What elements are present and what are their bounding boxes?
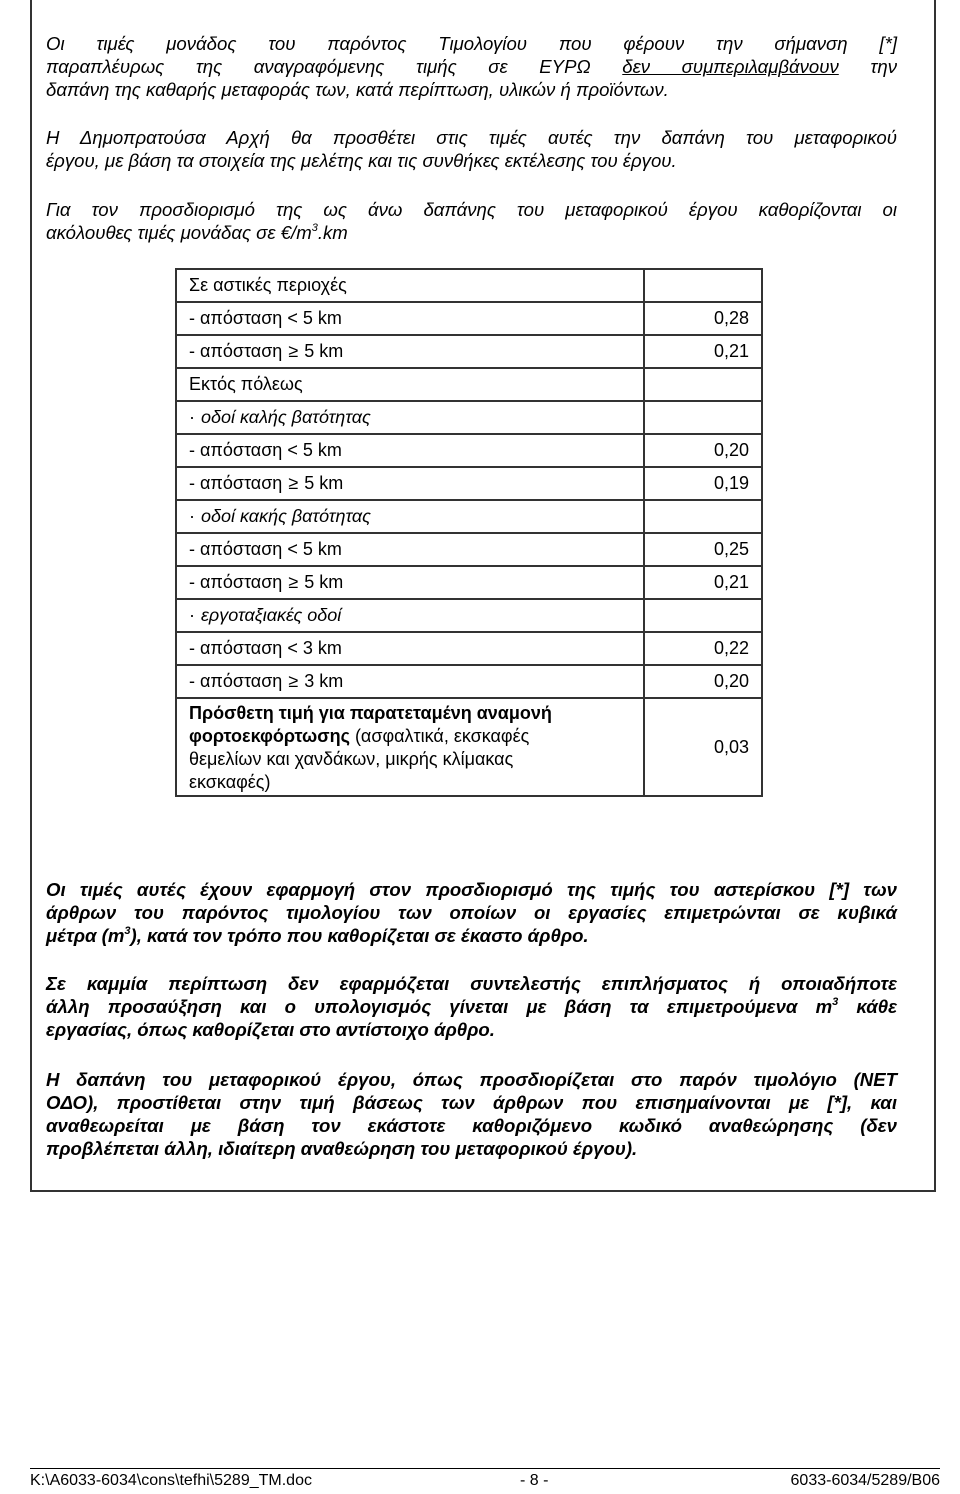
text-line: Οι τιμές αυτές έχουν εφαρμογή στον προσδιορισμό της τιμής του αστερίσκου [*] των xyxy=(46,879,897,900)
table-row xyxy=(176,335,762,368)
rate-value: 0,21 xyxy=(644,566,762,599)
note-paragraph-2 xyxy=(46,972,897,1041)
text-line: Η δαπάνη του μεταφορικού έργου, όπως προσδιορίζεται στο παρόν τιμολόγιο (ΝΕΤ xyxy=(46,1069,897,1090)
rate-value: 0,25 xyxy=(644,533,762,566)
rate-value: 0,03 xyxy=(644,698,762,796)
transport-rates-table xyxy=(175,268,763,797)
text-line: Για τον προσδιορισμό της ως άνω δαπάνης του μεταφορικού έργου καθορίζονται οι xyxy=(46,199,897,220)
distance-label: - απόσταση ≥ 5 km xyxy=(176,566,644,599)
bullet-icon: · xyxy=(189,605,195,625)
intro-paragraph-1 xyxy=(46,32,897,101)
distance-label: - απόσταση < 3 km xyxy=(176,632,644,665)
distance-label: - απόσταση < 5 km xyxy=(176,434,644,467)
footer-file-path: K:\A6033-6034\cons\tefhi\5289_TM.doc xyxy=(30,1472,312,1489)
text-line: Οι τιμές μονάδος του παρόντος Τιμολογίου που φέρουν την σήμανση [*] xyxy=(46,33,897,54)
urban-header-cell: Σε αστικές περιοχές xyxy=(176,269,644,302)
table-row xyxy=(176,599,762,632)
text-line: ακόλουθες τιμές μονάδας σε $€/m^3.km$ xyxy=(46,222,348,243)
rate-value: 0,21 xyxy=(644,335,762,368)
footer-document-code: 6033-6034/5289/B06 xyxy=(790,1472,940,1489)
empty-cell xyxy=(644,401,762,434)
text-line: άρθρων του παρόντος τιμολογίου των οποίων οι εργασίες επιμετρώνται σε κυβικά xyxy=(46,902,897,923)
rate-value: 0,22 xyxy=(644,632,762,665)
good-roads-header: · οδοί καλής βατότητας xyxy=(176,401,644,434)
note-paragraph-3 xyxy=(46,1068,897,1160)
bullet-icon: · xyxy=(189,506,195,526)
distance-label: - απόσταση ≥ 5 km xyxy=(176,467,644,500)
text-line: αναθεωρείται με βάση τον εκάστοτε καθοριζόμενο κωδικό αναθεώρησης (δεν xyxy=(46,1115,897,1136)
empty-cell xyxy=(644,599,762,632)
table-row xyxy=(176,269,762,302)
distance-label: - απόσταση ≥ 3 km xyxy=(176,665,644,698)
table-row xyxy=(176,368,762,401)
distance-label: - απόσταση ≥ 5 km xyxy=(176,335,644,368)
distance-label: - απόσταση < 5 km xyxy=(176,302,644,335)
table-row xyxy=(176,533,762,566)
table-row xyxy=(176,665,762,698)
greater-equal-symbol: ≥ xyxy=(288,572,299,592)
intro-paragraph-2 xyxy=(46,126,897,172)
empty-cell xyxy=(644,269,762,302)
rate-value: 0,28 xyxy=(644,302,762,335)
text-line: δαπάνη της καθαρής μεταφοράς των, κατά περίπτωση, υλικών ή προϊόντων. xyxy=(46,79,669,100)
table-row xyxy=(176,698,762,796)
text-line: ΟΔΟ), προστίθεται στην τιμή βάσεως των άρθρων που επισημαίνονται με [*], και xyxy=(46,1092,897,1113)
table-row xyxy=(176,401,762,434)
text-line: μέτρα $(m^3)$, κατά τον τρόπο που καθορίζεται σε έκαστο άρθρο. xyxy=(46,925,589,946)
table-row xyxy=(176,632,762,665)
bullet-icon: · xyxy=(189,407,195,427)
bad-roads-header: · οδοί κακής βατότητας xyxy=(176,500,644,533)
rural-header-cell: Εκτός πόλεως xyxy=(176,368,644,401)
footer-rule xyxy=(30,1468,940,1469)
table-row xyxy=(176,500,762,533)
text-line: εργασίας, όπως καθορίζεται στο αντίστοιχο άρθρο. xyxy=(46,1019,495,1040)
rate-value: 0,20 xyxy=(644,665,762,698)
note-paragraph-1 xyxy=(46,878,897,947)
table-row xyxy=(176,566,762,599)
text-line: άλλη προσαύξηση και ο υπολογισμός γίνεται με βάση τα επιμετρούμενα $m^3$ κάθε xyxy=(46,996,897,1017)
greater-equal-symbol: ≥ xyxy=(288,473,299,493)
rate-value: 0,20 xyxy=(644,434,762,467)
site-roads-header: · εργοταξιακές οδοί xyxy=(176,599,644,632)
table-row xyxy=(176,434,762,467)
text-line: παραπλέυρως της αναγραφόμενης τιμής σε ΕΥΡΩ δεν συμπεριλαμβάνουν την xyxy=(46,56,897,77)
greater-equal-symbol: ≥ xyxy=(288,671,299,691)
distance-label: - απόσταση < 5 km xyxy=(176,533,644,566)
rate-value: 0,19 xyxy=(644,467,762,500)
empty-cell xyxy=(644,500,762,533)
underlined-text: δεν συμπεριλαμβάνουν xyxy=(622,56,839,77)
text-line: Η Δημοπρατούσα Αρχή θα προσθέτει στις τιμές αυτές την δαπάνη του μεταφορικού xyxy=(46,127,897,148)
text-line: προβλέπεται άλλη, ιδιαίτερη αναθεώρηση του μεταφορικού έργου). xyxy=(46,1138,638,1159)
intro-paragraph-3 xyxy=(46,198,897,244)
table-row xyxy=(176,302,762,335)
text-line: Σε καμμία περίπτωση δεν εφαρμόζεται συντελεστής επιπλήσματος ή οποιαδήποτε xyxy=(46,973,897,994)
greater-equal-symbol: ≥ xyxy=(288,341,299,361)
extra-charge-label: Πρόσθετη τιμή για παρατεταμένη αναμονή φορτοεκφόρτωσης (ασφαλτικά, εκσκαφές θεμελίων και χανδάκων, μικρής κλίμακας εκσκαφές) xyxy=(176,698,644,796)
empty-cell xyxy=(644,368,762,401)
page-footer xyxy=(0,1462,960,1494)
footer-page-number: - 8 - xyxy=(520,1472,549,1489)
text-line: έργου, με βάση τα στοιχεία της μελέτης και τις συνθήκες εκτέλεσης του έργου. xyxy=(46,150,677,171)
table-row xyxy=(176,467,762,500)
